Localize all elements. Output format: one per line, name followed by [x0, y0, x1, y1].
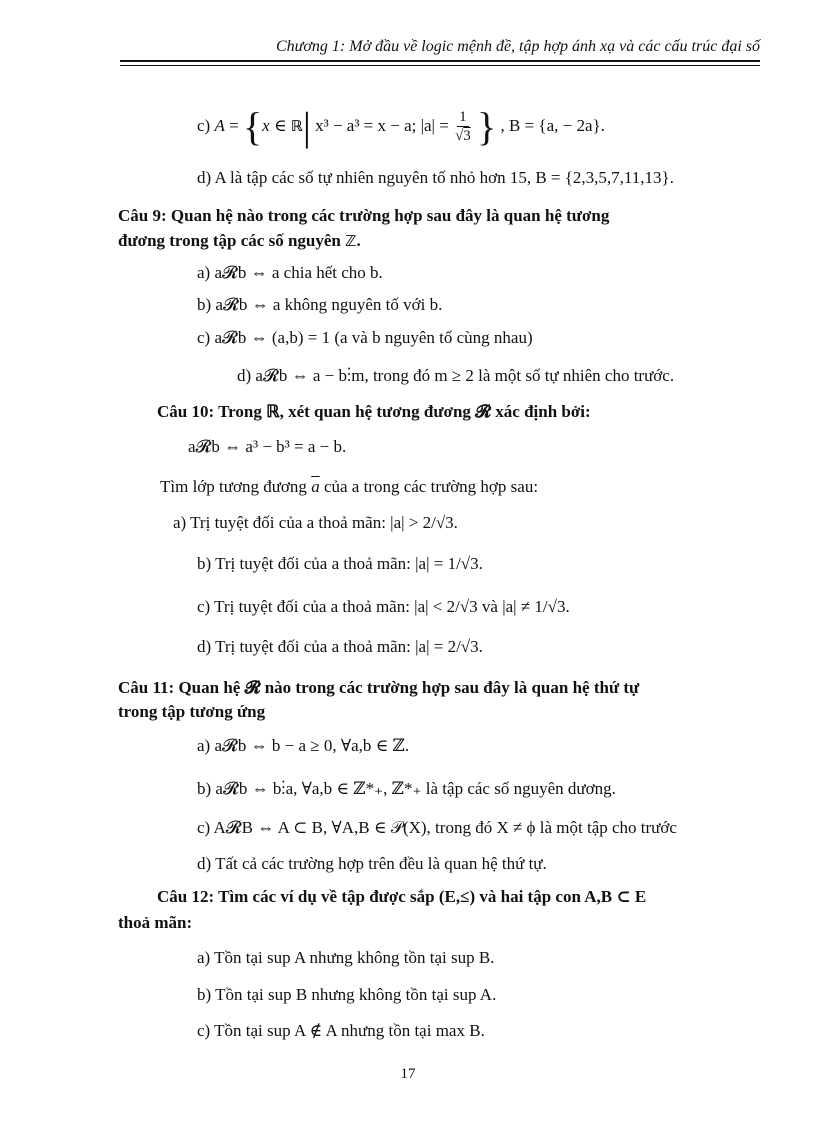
question-9-line2: đương trong tập các số nguyên ℤ.: [118, 231, 361, 250]
question-10-option-b: b) Trị tuyệt đối của a thoả mãn: |a| = 1/√3.: [197, 554, 483, 573]
question-9-option-b: b) a𝓡b ⇔ a không nguyên tố với b.: [197, 295, 443, 314]
question-10-relation: a𝓡b ⇔ a³ − b³ = a − b.: [188, 437, 347, 456]
question-12-line1: [157, 886, 760, 908]
equivalence-class-symbol: $\overline{a}$: [311, 477, 320, 496]
question-10-instruction-1: Tìm lớp tương đương: [160, 477, 307, 496]
question-11-option-c: c) A𝓡B ⇔ A ⊂ B, ∀A,B ∈ 𝒫(X), trong đó X ≠ ϕ là một tập cho trước: [197, 818, 677, 837]
prev-item-c-label: c): [197, 116, 211, 135]
prev-item-c: c) A = {x ∈ ℝ| x³ − a³ = x − a; |a| = $\frac{1}{√3}$ } , B = {a, − 2a}.: [197, 104, 605, 150]
question-12-text: Câu 12: Tìm các ví dụ về tập được sắp (E,≤) và hai tập con A,B ⊂ E: [157, 887, 647, 906]
prev-item-d: d) A là tập các số tự nhiên nguyên tố nhỏ hơn 15, B = {2,3,5,7,11,13}.: [197, 168, 674, 187]
question-9-option-c: c) a𝓡b ⇔ (a,b) = 1 (a và b nguyên tố cùng nhau): [197, 328, 533, 347]
question-12-option-b: b) Tồn tại sup B nhưng không tồn tại sup A.: [197, 985, 497, 1004]
question-10-instruction: [160, 476, 538, 498]
question-9-text: Câu 9: Quan hệ nào trong các trường hợp sau đây là quan hệ tương: [118, 206, 610, 225]
question-9-text-2: đương trong tập các số nguyên: [118, 231, 341, 250]
question-12-line2: thoả mãn:: [118, 913, 193, 932]
chapter-header: Chương 1: Mở đầu về logic mệnh đề, tập hợp ánh xạ và các cấu trúc đại số: [275, 38, 760, 55]
question-10: Câu 10: Trong ℝ, xét quan hệ tương đương 𝓡 xác định bởi:: [157, 402, 591, 421]
prev-item-c-set-b: , B = {a, − 2a}.: [500, 116, 605, 135]
question-11-line2: trong tập tương ứng: [118, 702, 266, 721]
question-10-option-d: d) Trị tuyệt đối của a thoả mãn: |a| = 2/√3.: [197, 637, 483, 656]
question-10-option-a: a) Trị tuyệt đối của a thoả mãn: |a| > 2/√3.: [173, 513, 458, 532]
fraction-one-over-sqrt3: $\frac{1}{√3}$: [455, 109, 471, 145]
header-rule-thick: [120, 60, 760, 62]
question-11-option-b: b) a𝓡b ⇔ b⋮a, ∀a,b ∈ ℤ*₊, ℤ*₊ là tập các số nguyên dương.: [197, 779, 616, 798]
page-number: 17: [400, 1066, 416, 1082]
question-11-text: Câu 11: Quan hệ 𝓡 nào trong các trường hợp sau đây là quan hệ thứ tự: [118, 678, 640, 697]
question-10-option-c: c) Trị tuyệt đối của a thoả mãn: |a| < 2/√3 và |a| ≠ 1/√3.: [197, 597, 570, 616]
question-11-option-d: d) Tất cả các trường hợp trên đều là quan hệ thứ tự.: [197, 854, 547, 873]
question-11-line1: [118, 677, 760, 699]
prev-item-c-condition: x³ − a³ = x − a; |a| =: [315, 116, 449, 135]
question-9-option-a: a) a𝓡b ⇔ a chia hết cho b.: [197, 263, 383, 282]
question-12-option-a: a) Tồn tại sup A nhưng không tồn tại sup B.: [197, 948, 495, 967]
question-9-option-d: d) a𝓡b ⇔ a − b⋮m, trong đó m ≥ 2 là một số tự nhiên cho trước.: [237, 366, 675, 385]
question-9-line1: [118, 205, 760, 227]
question-12-option-c: c) Tồn tại sup A ∉ A nhưng tồn tại max B.: [197, 1021, 485, 1040]
question-11-option-a: a) a𝓡b ⇔ b − a ≥ 0, ∀a,b ∈ ℤ.: [197, 736, 410, 755]
question-10-instruction-2: của a trong các trường hợp sau:: [323, 477, 539, 496]
header-rule-thin: [120, 65, 760, 66]
